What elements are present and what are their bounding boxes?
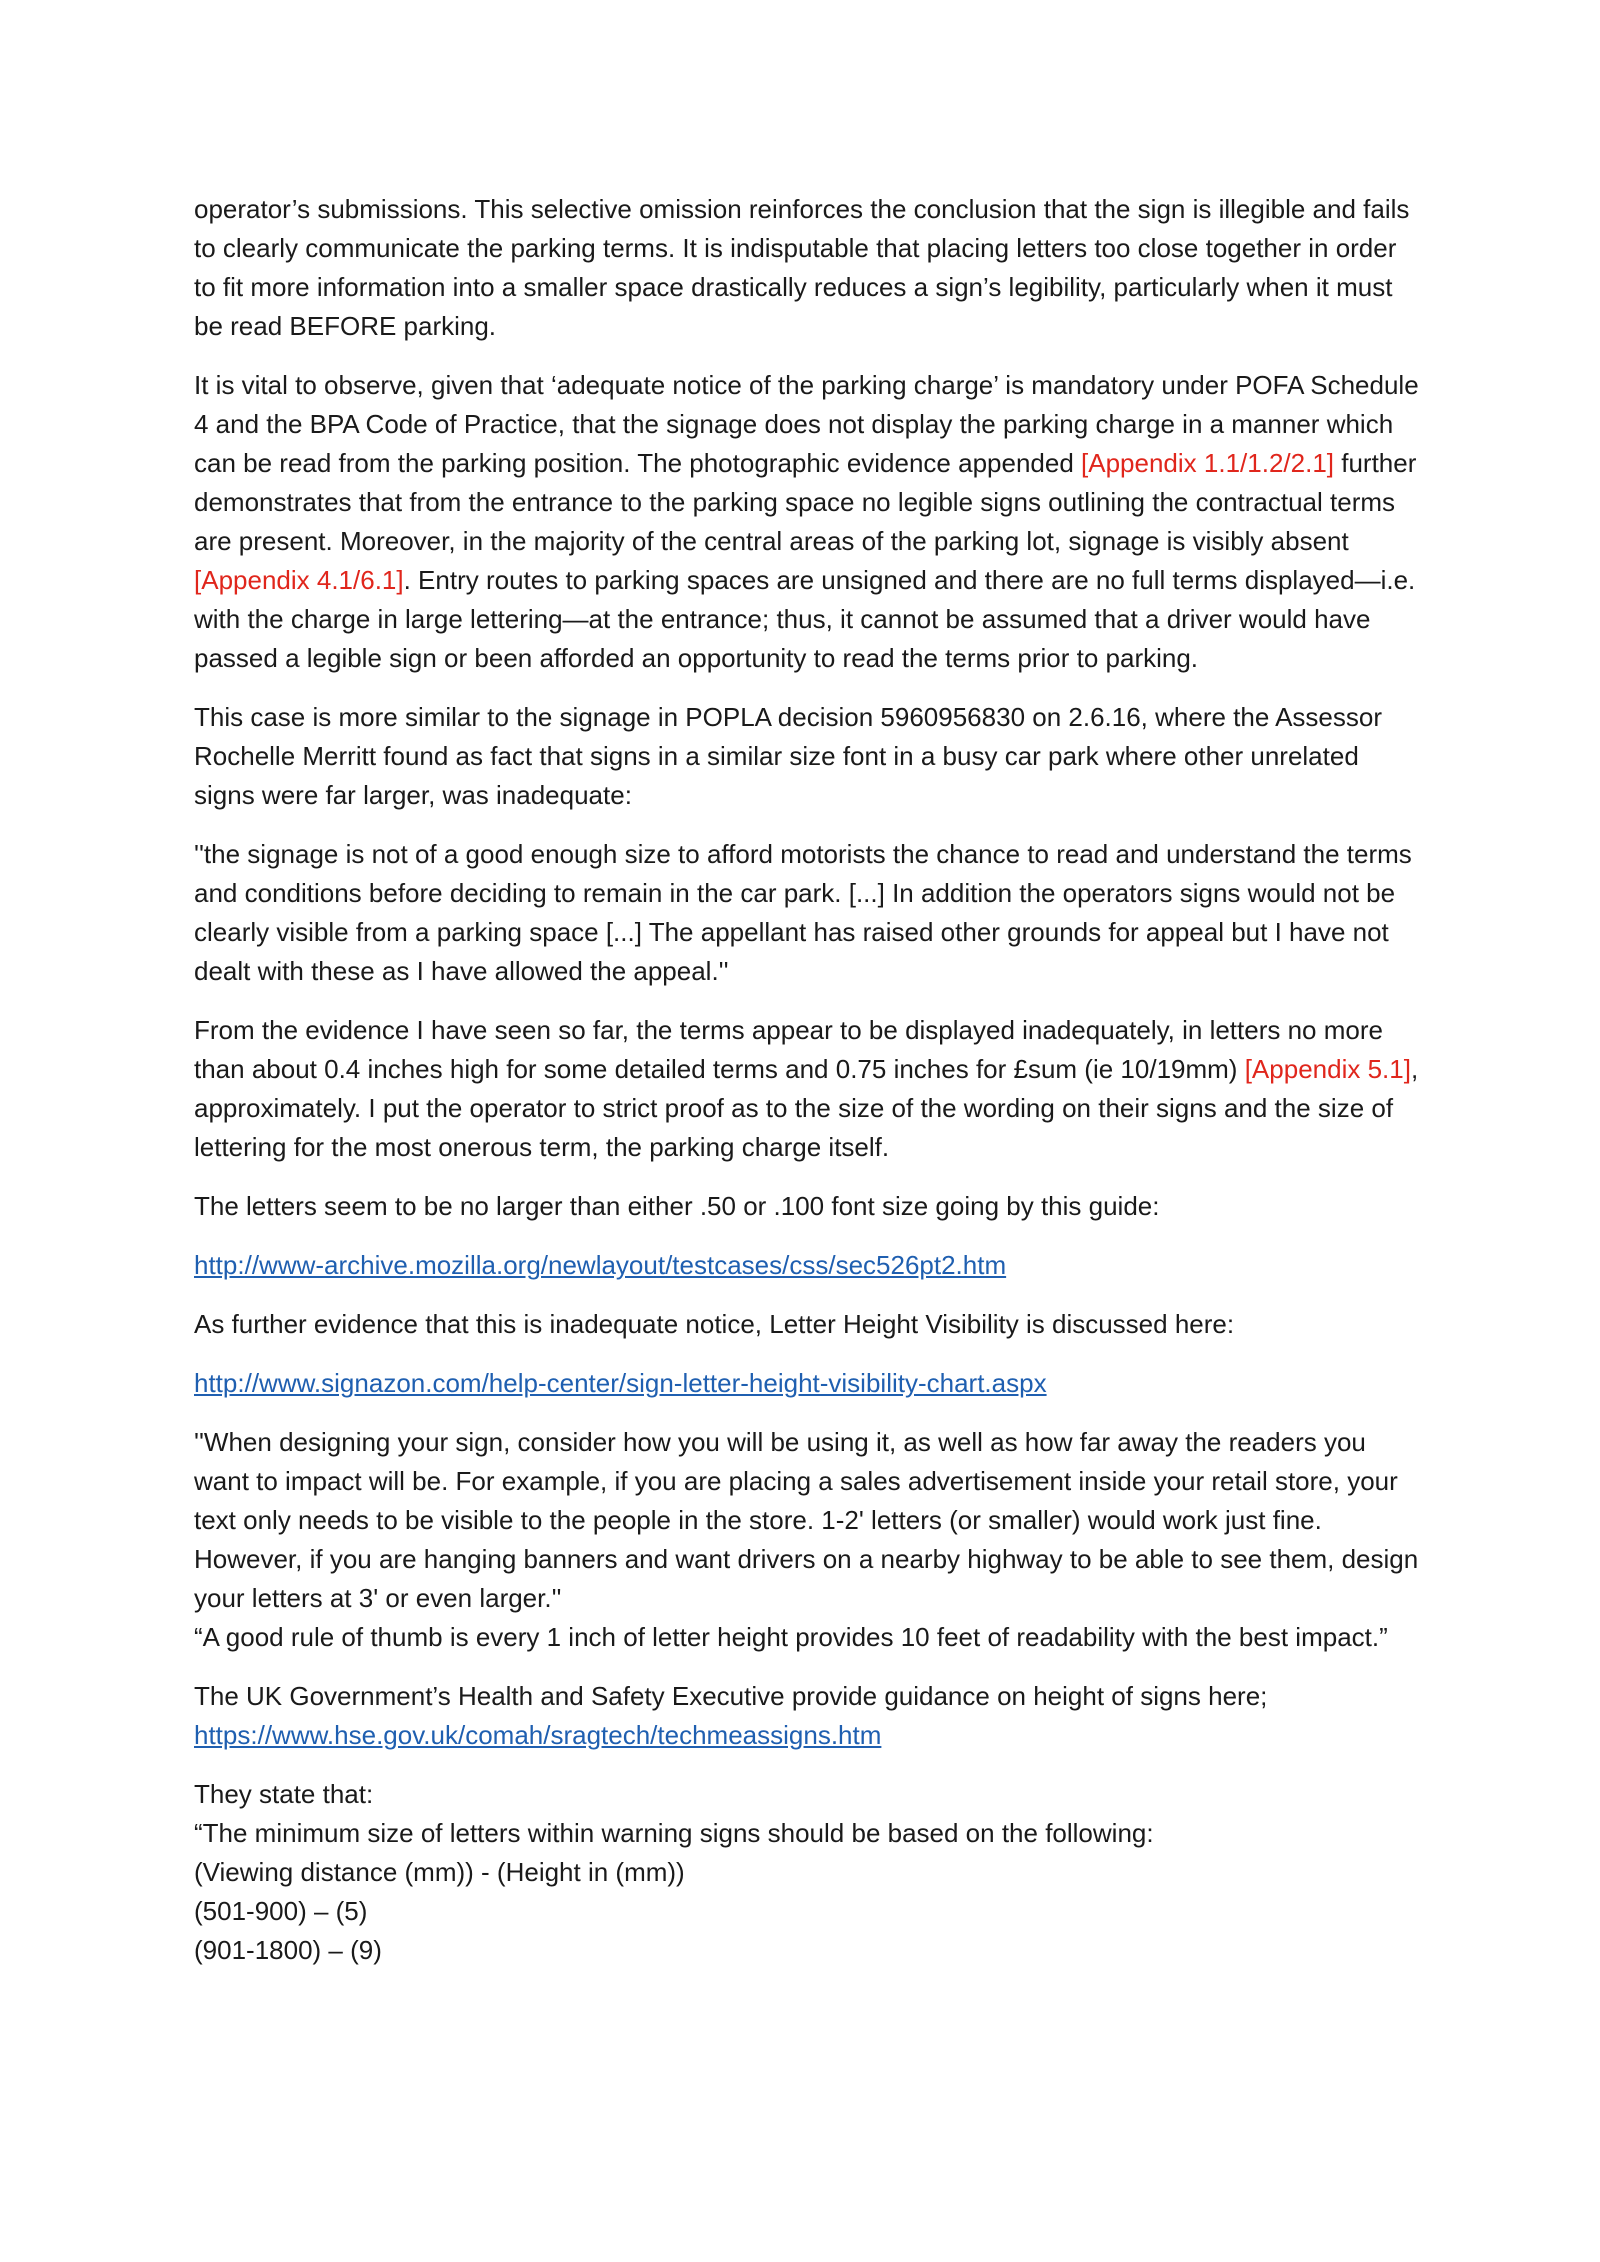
paragraph-text: It is vital to observe, given that ‘adequate notice of the parking charge’ is mandatory under POFA Schedule 4 and the BPA Code of Practice, that the signage does not display the parking charge in a manner which can be read from the parking position. The photographic evidence appended: [194, 370, 1419, 478]
paragraph-assessor-quote: [194, 835, 1424, 991]
paragraph-adequate-notice: [194, 366, 1424, 678]
paragraph-signazon-link: [194, 1364, 1424, 1403]
paragraph-text: . Entry routes to parking spaces are unsigned and there are no full terms displayed—i.e. with the charge in large lettering—at the entrance; thus, it cannot be assumed that a driver would have passed a legible sign or been afforded an opportunity to read the terms prior to parking.: [194, 565, 1416, 673]
appendix-reference: [Appendix 4.1/6.1]: [194, 565, 404, 595]
paragraph-visibility-intro: [194, 1305, 1424, 1344]
paragraph-text: From the evidence I have seen so far, the terms appear to be displayed inadequately, in letters no more than about 0.4 inches high for some detailed terms and 0.75 inches for £sum (ie 10/19mm): [194, 1015, 1383, 1084]
paragraph-letter-size-evidence: [194, 1011, 1424, 1167]
paragraph-text: , approximately. I put the operator to strict proof as to the size of the wording on their signs and the size of lettering for the most onerous term, the parking charge itself.: [194, 1054, 1419, 1162]
paragraph-hse-guidance: [194, 1677, 1424, 1755]
appendix-reference: [Appendix 5.1]: [1244, 1054, 1411, 1084]
paragraph-text: operator’s submissions. This selective omission reinforces the conclusion that the sign is illegible and fails to clearly communicate the parking terms. It is indisputable that placing letters too close together in order to fit more information into a smaller space drastically reduces a sign’s legibility, particularly when it must be read BEFORE parking.: [194, 194, 1410, 341]
paragraph-signazon-quote: [194, 1423, 1424, 1657]
paragraph-text: The letters seem to be no larger than either .50 or .100 font size going by this guide:: [194, 1191, 1160, 1221]
paragraph-signage-legibility: [194, 190, 1424, 346]
paragraph-mozilla-link: [194, 1246, 1424, 1285]
quote-text: “A good rule of thumb is every 1 inch of letter height provides 10 feet of readability with the best impact.”: [194, 1622, 1388, 1652]
paragraph-text: further demonstrates that from the entrance to the parking space no legible signs outlining the contractual terms are present. Moreover, in the majority of the central areas of the parking lot, signage is visibly absent: [194, 448, 1417, 556]
table-line: They state that:: [194, 1779, 374, 1809]
paragraph-text: ''the signage is not of a good enough size to afford motorists the chance to read and understand the terms and conditions before deciding to remain in the car park. [...] In addition the operators signs would not be clearly visible from a parking space [...] The appellant has raised other grounds for appeal but I have not dealt with these as I have allowed the appeal.'': [194, 839, 1412, 986]
paragraph-popla-decision: [194, 698, 1424, 815]
hse-guidance-link[interactable]: https://www.hse.gov.uk/comah/sragtech/techmeassigns.htm: [194, 1720, 882, 1750]
paragraph-text: The UK Government’s Health and Safety Executive provide guidance on height of signs here;: [194, 1681, 1268, 1711]
table-line: (501-900) – (5): [194, 1896, 368, 1926]
signazon-chart-link[interactable]: http://www.signazon.com/help-center/sign-letter-height-visibility-chart.aspx: [194, 1368, 1047, 1398]
appendix-reference: [Appendix 1.1/1.2/2.1]: [1081, 448, 1334, 478]
paragraph-text: As further evidence that this is inadequate notice, Letter Height Visibility is discussed here:: [194, 1309, 1235, 1339]
paragraph-hse-table: [194, 1775, 1424, 1970]
paragraph-text: This case is more similar to the signage in POPLA decision 5960956830 on 2.6.16, where the Assessor Rochelle Merritt found as fact that signs in a similar size font in a busy car park where other unrelated signs were far larger, was inadequate:: [194, 702, 1383, 810]
paragraph-font-guide: [194, 1187, 1424, 1226]
mozilla-guide-link[interactable]: http://www-archive.mozilla.org/newlayout/testcases/css/sec526pt2.htm: [194, 1250, 1007, 1280]
table-line: (901-1800) – (9): [194, 1935, 382, 1965]
document-page: [194, 190, 1424, 1970]
quote-text: ''When designing your sign, consider how you will be using it, as well as how far away the readers you want to impact will be. For example, if you are placing a sales advertisement inside your retail store, your text only needs to be visible to the people in the store. 1-2' letters (or smaller) would work just fine. However, if you are hanging banners and want drivers on a nearby highway to be able to see them, design your letters at 3' or even larger.'': [194, 1427, 1419, 1613]
table-line: (Viewing distance (mm)) - (Height in (mm)): [194, 1857, 685, 1887]
table-line: “The minimum size of letters within warning signs should be based on the following:: [194, 1818, 1154, 1848]
